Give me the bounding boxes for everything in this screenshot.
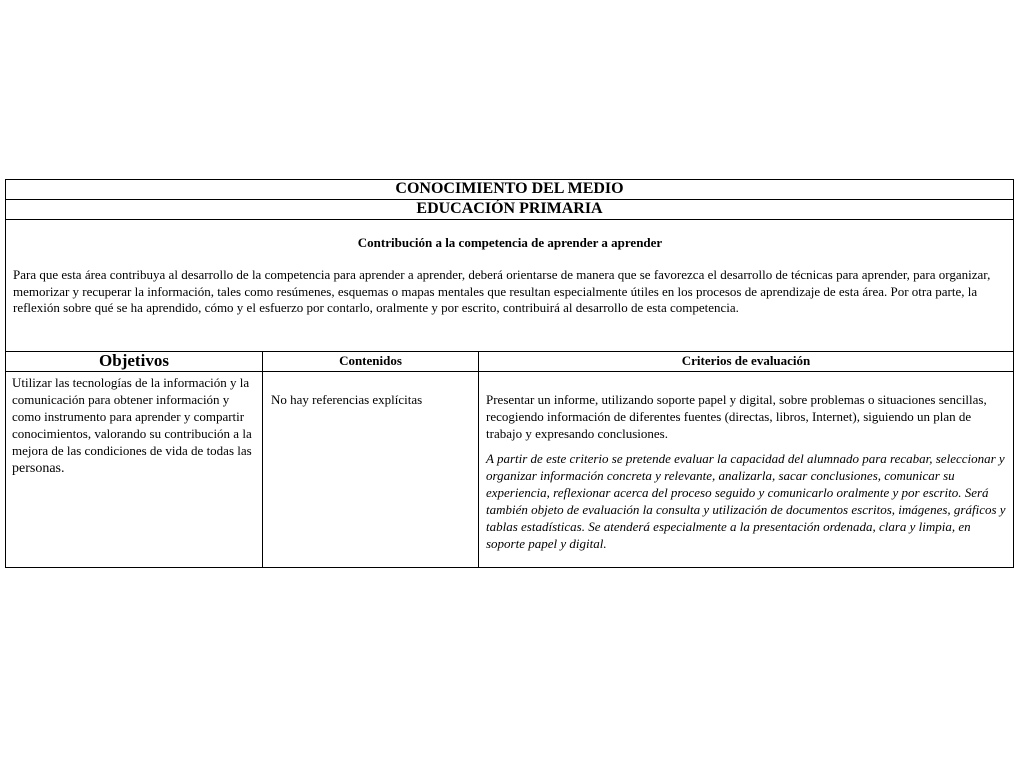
curriculum-table — [5, 179, 1014, 568]
header-criterios: Criterios de evaluación — [479, 352, 1014, 372]
competence-row — [6, 220, 1014, 352]
objetivo-text: Utilizar las tecnologías de la información y la comunicación para obtener información y como instrumento para aprender y compartir conocimientos, valorando su contribución a la mejora de las condiciones de vida de todas las — [12, 375, 252, 458]
table-row — [6, 372, 1014, 568]
criterio-cell — [479, 372, 1014, 568]
header-objetivos: Objetivos — [6, 352, 263, 372]
criterio-text: Presentar un informe, utilizando soporte papel y digital, sobre problemas o situaciones sencillas, recogiendo información de diferentes fuentes (directas, libros, Internet), siguiendo un plan de trabajo y expresando conclusiones. — [486, 392, 987, 441]
competence-text: Para que esta área contribuya al desarrollo de la competencia para aprender a aprender, deberá orientarse de manera que se favorezca el desarrollo de técnicas para aprender, para organizar, memorizar y recuperar la información, tales como resúmenes, esquemas o mapas mentales que resultan especialmente útiles en los procesos de aprendizaje de esta área. Por otra parte, la reflexión sobre qué se ha aprendido, cómo y el esfuerzo por contarlo, oralmente y por escrito, contribuirá al desarrollo de esta competencia. — [13, 267, 991, 315]
title-row — [6, 180, 1014, 200]
objetivo-cell — [6, 372, 263, 568]
subtitle-row — [6, 200, 1014, 220]
objetivo-text-end: personas. — [12, 461, 65, 476]
contenido-cell: No hay referencias explícitas — [263, 372, 479, 568]
competence-heading: Contribución a la competencia de aprender a aprender — [357, 235, 663, 250]
header-contenidos: Contenidos — [263, 352, 479, 372]
document-subtitle: EDUCACIÓN PRIMARIA — [6, 200, 1014, 220]
document-title: CONOCIMIENTO DEL MEDIO — [6, 180, 1014, 200]
competence-cell — [6, 220, 1014, 352]
criterio-explicacion: A partir de este criterio se pretende evaluar la capacidad del alumnado para recabar, seleccionar y organizar información concreta y relevante, analizarla, sacar conclusiones, comunicar su experiencia, reflexionar acerca del proceso seguido y comunicarlo oralmente y por escrito. Será también objeto de evaluación la consulta y utilización de documentos escritos, imágenes, gráficos y tablas estadísticas. Se atenderá especialmente a la presentación ordenada, clara y limpia, en soporte papel y digital. — [486, 451, 1006, 551]
column-header-row — [6, 352, 1014, 372]
